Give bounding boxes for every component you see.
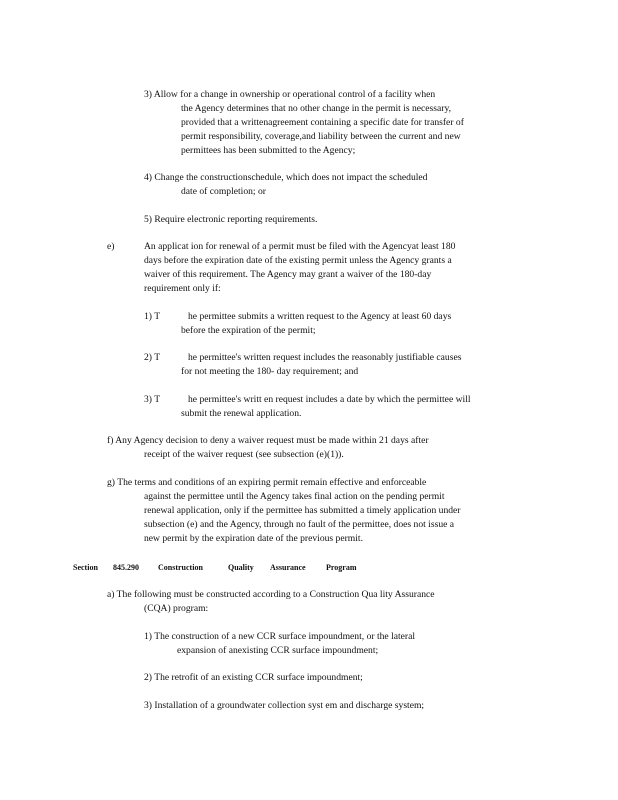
para-f-line-2: receipt of the waiver request (see subsection (e)(1)). xyxy=(144,449,344,460)
para-e-line-4: requirement only if: xyxy=(144,283,221,294)
a3-line-1: 3) Installation of a groundwater collection syst em and discharge system; xyxy=(144,700,425,711)
item-5-line-1: 5) Require electronic reporting requirements. xyxy=(144,214,318,225)
item-3-line-1: 3) Allow for a change in ownership or operational control of a facility when xyxy=(144,89,436,100)
a2-line-1: 2) The retrofit of an existing CCR surface impoundment; xyxy=(144,672,363,683)
item-4-line-1: 4) Change the constructionschedule, which does not impact the scheduled xyxy=(144,172,428,183)
item-4-line-2: date of completion; or xyxy=(181,186,266,197)
para-f-line-1: f) Any Agency decision to deny a waiver request must be made within 21 days after xyxy=(107,435,429,446)
e2-line-2: for not meeting the 180- day requirement; and xyxy=(181,366,359,377)
e1-line-1: he permittee submits a written request to the Agency at least 60 days xyxy=(188,311,452,322)
e2-line-1: he permittee's written request includes the reasonably justifiable causes xyxy=(188,352,462,363)
item-3-line-2: the Agency determines that no other change in the permit is necessary, xyxy=(181,103,452,114)
para-e-line-3: waiver of this requirement. The Agency may grant a waiver of the 180-day xyxy=(144,269,432,280)
e1-line-2: before the expiration of the permit; xyxy=(181,325,316,336)
e1-number: 1) T xyxy=(144,311,161,322)
e3-line-1: he permittee's writt en request includes a date by which the permittee will xyxy=(188,394,471,405)
para-g-line-3: renewal application, only if the permittee has submitted a timely application under xyxy=(144,505,461,516)
section-number: 845.290 xyxy=(113,563,139,572)
e3-number: 3) T xyxy=(144,394,161,405)
a1-line-1: 1) The construction of a new CCR surface impoundment, or the lateral xyxy=(144,631,416,642)
item-3-line-5: permittees has been submitted to the Agency; xyxy=(181,145,356,156)
section-title-word-1: Construction xyxy=(158,563,203,572)
para-e-line-1: An applicat ion for renewal of a permit must be filed with the Agencyat least 180 xyxy=(144,241,456,252)
para-g-line-5: new permit by the expiration date of the previous permit. xyxy=(144,533,363,544)
section-title-word-3: Assurance xyxy=(270,563,306,572)
para-e-label: e) xyxy=(107,241,115,252)
item-3-line-3: provided that a writtenagreement containing a specific date for transfer of xyxy=(181,117,464,128)
section-title-word-2: Quality xyxy=(228,563,254,572)
e3-line-2: submit the renewal application. xyxy=(181,408,302,419)
para-e-line-2: days before the expiration date of the existing permit unless the Agency grants a xyxy=(144,255,452,266)
section-title-word-4: Program xyxy=(326,563,357,572)
para-g-line-1: g) The terms and conditions of an expiring permit remain effective and enforceable xyxy=(107,477,427,488)
para-a-line-1: a) The following must be constructed according to a Construction Qua lity Assurance xyxy=(107,589,435,600)
item-3-line-4: permit responsibility, coverage,and liability between the current and new xyxy=(181,131,461,142)
para-a-line-2: (CQA) program: xyxy=(144,603,209,614)
para-g-line-2: against the permittee until the Agency takes final action on the pending permit xyxy=(144,491,445,502)
section-label: Section xyxy=(73,563,98,572)
para-g-line-4: subsection (e) and the Agency, through no fault of the permittee, does not issue a xyxy=(144,519,455,530)
e2-number: 2) T xyxy=(144,352,161,363)
a1-line-2: expansion of anexisting CCR surface impoundment; xyxy=(177,645,379,656)
